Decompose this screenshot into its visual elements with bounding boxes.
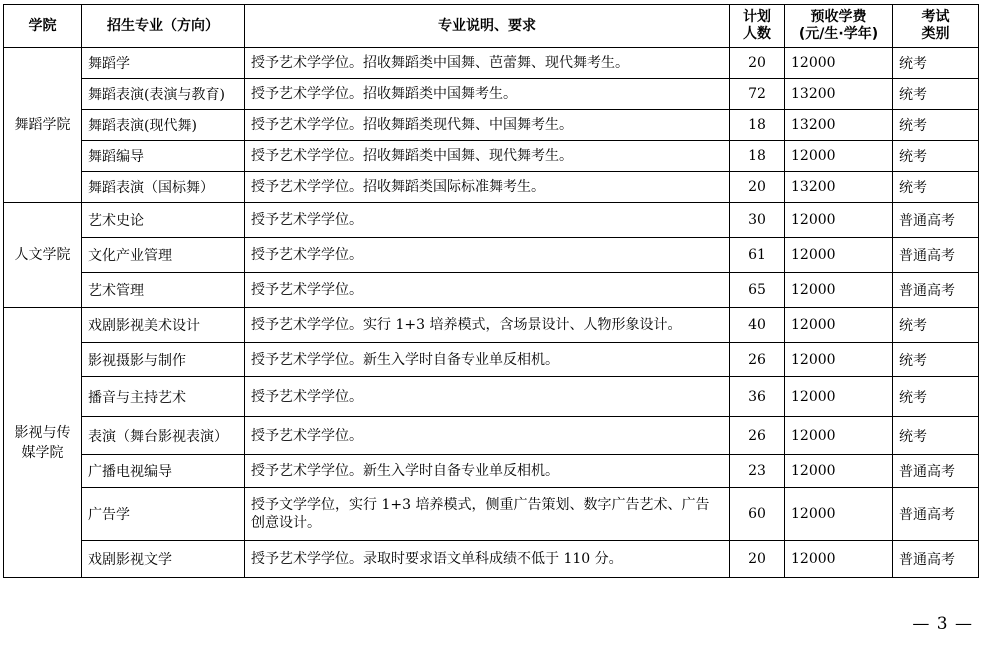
plan-cell: 23 — [730, 455, 785, 488]
description-cell: 授予艺术学学位。招收舞蹈类中国舞考生。 — [245, 79, 730, 110]
college-line1: 影视与传 — [14, 424, 71, 441]
exam-cell: 统考 — [893, 308, 979, 343]
table-row — [4, 172, 979, 203]
description-cell — [245, 488, 730, 541]
page-number: — 3 — — [912, 614, 973, 634]
table-row — [4, 273, 979, 308]
table-row — [4, 141, 979, 172]
plan-cell: 26 — [730, 417, 785, 455]
table-row — [4, 541, 979, 578]
plan-cell: 72 — [730, 79, 785, 110]
fee-cell: 12000 — [785, 377, 893, 417]
fee-cell: 12000 — [785, 48, 893, 79]
fee-cell: 12000 — [785, 541, 893, 578]
major-cell: 表演（舞台影视表演） — [82, 417, 245, 455]
admissions-table — [3, 4, 979, 578]
plan-cell: 20 — [730, 541, 785, 578]
plan-cell: 36 — [730, 377, 785, 417]
description-line1: 授予文学学位，实行 1+3 培养模式，侧重广告策划、数字广告艺术、广告 — [251, 497, 710, 513]
table-row — [4, 110, 979, 141]
table-row — [4, 377, 979, 417]
major-cell: 广播电视编导 — [82, 455, 245, 488]
major-cell: 舞蹈表演(现代舞) — [82, 110, 245, 141]
exam-cell: 统考 — [893, 110, 979, 141]
plan-cell: 60 — [730, 488, 785, 541]
exam-cell: 统考 — [893, 343, 979, 377]
exam-cell: 统考 — [893, 141, 979, 172]
table-row — [4, 343, 979, 377]
fee-cell: 13200 — [785, 79, 893, 110]
table-header — [4, 5, 979, 48]
description-cell: 授予艺术学学位。 — [245, 203, 730, 238]
major-cell: 戏剧影视美术设计 — [82, 308, 245, 343]
table-row — [4, 417, 979, 455]
description-cell: 授予艺术学学位。 — [245, 238, 730, 273]
exam-cell: 普通高考 — [893, 273, 979, 308]
plan-cell: 61 — [730, 238, 785, 273]
description-cell: 授予艺术学学位。新生入学时自备专业单反相机。 — [245, 455, 730, 488]
description-cell: 授予艺术学学位。 — [245, 377, 730, 417]
college-line2: 媒学院 — [21, 444, 64, 461]
description-cell: 授予艺术学学位。招收舞蹈类中国舞、现代舞考生。 — [245, 141, 730, 172]
exam-cell: 统考 — [893, 377, 979, 417]
college-cell — [4, 308, 82, 578]
table-row — [4, 308, 979, 343]
table-row — [4, 203, 979, 238]
fee-cell: 12000 — [785, 417, 893, 455]
exam-cell: 普通高考 — [893, 455, 979, 488]
fee-cell: 12000 — [785, 308, 893, 343]
exam-cell: 普通高考 — [893, 488, 979, 541]
major-cell: 影视摄影与制作 — [82, 343, 245, 377]
exam-cell: 统考 — [893, 417, 979, 455]
description-cell: 授予艺术学学位。实行 1+3 培养模式，含场景设计、人物形象设计。 — [245, 308, 730, 343]
exam-cell: 普通高考 — [893, 541, 979, 578]
exam-cell: 普通高考 — [893, 238, 979, 273]
fee-cell: 12000 — [785, 203, 893, 238]
major-cell: 播音与主持艺术 — [82, 377, 245, 417]
major-cell: 艺术管理 — [82, 273, 245, 308]
major-cell: 艺术史论 — [82, 203, 245, 238]
description-cell: 授予艺术学学位。招收舞蹈类国际标准舞考生。 — [245, 172, 730, 203]
plan-cell: 20 — [730, 48, 785, 79]
major-cell: 文化产业管理 — [82, 238, 245, 273]
description-cell: 授予艺术学学位。 — [245, 417, 730, 455]
description-cell: 授予艺术学学位。招收舞蹈类现代舞、中国舞考生。 — [245, 110, 730, 141]
major-cell: 戏剧影视文学 — [82, 541, 245, 578]
header-major: 招生专业（方向） — [82, 5, 245, 48]
plan-cell: 65 — [730, 273, 785, 308]
header-fee-line1: 预收学费 — [810, 9, 867, 25]
college-cell: 舞蹈学院 — [4, 48, 82, 203]
header-exam-line1: 考试 — [921, 9, 950, 25]
fee-cell: 13200 — [785, 172, 893, 203]
description-cell: 授予艺术学学位。招收舞蹈类中国舞、芭蕾舞、现代舞考生。 — [245, 48, 730, 79]
description-cell: 授予艺术学学位。录取时要求语文单科成绩不低于 110 分。 — [245, 541, 730, 578]
exam-cell: 统考 — [893, 79, 979, 110]
plan-cell: 30 — [730, 203, 785, 238]
major-cell: 舞蹈学 — [82, 48, 245, 79]
major-cell: 广告学 — [82, 488, 245, 541]
header-fee — [785, 5, 893, 48]
header-fee-line2: (元/生·学年) — [798, 26, 879, 42]
header-plan-line1: 计划 — [743, 9, 771, 25]
fee-cell: 13200 — [785, 110, 893, 141]
table-body — [4, 48, 979, 578]
plan-cell: 26 — [730, 343, 785, 377]
fee-cell: 12000 — [785, 141, 893, 172]
table-row — [4, 48, 979, 79]
description-cell: 授予艺术学学位。新生入学时自备专业单反相机。 — [245, 343, 730, 377]
fee-cell: 12000 — [785, 273, 893, 308]
header-description: 专业说明、要求 — [245, 5, 730, 48]
table-row — [4, 455, 979, 488]
plan-cell: 40 — [730, 308, 785, 343]
exam-cell: 统考 — [893, 48, 979, 79]
table-row — [4, 488, 979, 541]
header-plan-line2: 人数 — [743, 26, 771, 42]
table-row — [4, 79, 979, 110]
header-row — [4, 5, 979, 48]
header-exam — [893, 5, 979, 48]
description-line2: 创意设计。 — [251, 515, 321, 531]
plan-cell: 20 — [730, 172, 785, 203]
exam-cell: 普通高考 — [893, 203, 979, 238]
table-row — [4, 238, 979, 273]
major-cell: 舞蹈表演（国标舞） — [82, 172, 245, 203]
header-college: 学院 — [4, 5, 82, 48]
major-cell: 舞蹈表演(表演与教育) — [82, 79, 245, 110]
fee-cell: 12000 — [785, 343, 893, 377]
fee-cell: 12000 — [785, 455, 893, 488]
fee-cell: 12000 — [785, 238, 893, 273]
exam-cell: 统考 — [893, 172, 979, 203]
plan-cell: 18 — [730, 141, 785, 172]
description-cell: 授予艺术学学位。 — [245, 273, 730, 308]
major-cell: 舞蹈编导 — [82, 141, 245, 172]
fee-cell: 12000 — [785, 488, 893, 541]
college-cell: 人文学院 — [4, 203, 82, 308]
header-plan — [730, 5, 785, 48]
plan-cell: 18 — [730, 110, 785, 141]
header-exam-line2: 类别 — [921, 26, 950, 42]
